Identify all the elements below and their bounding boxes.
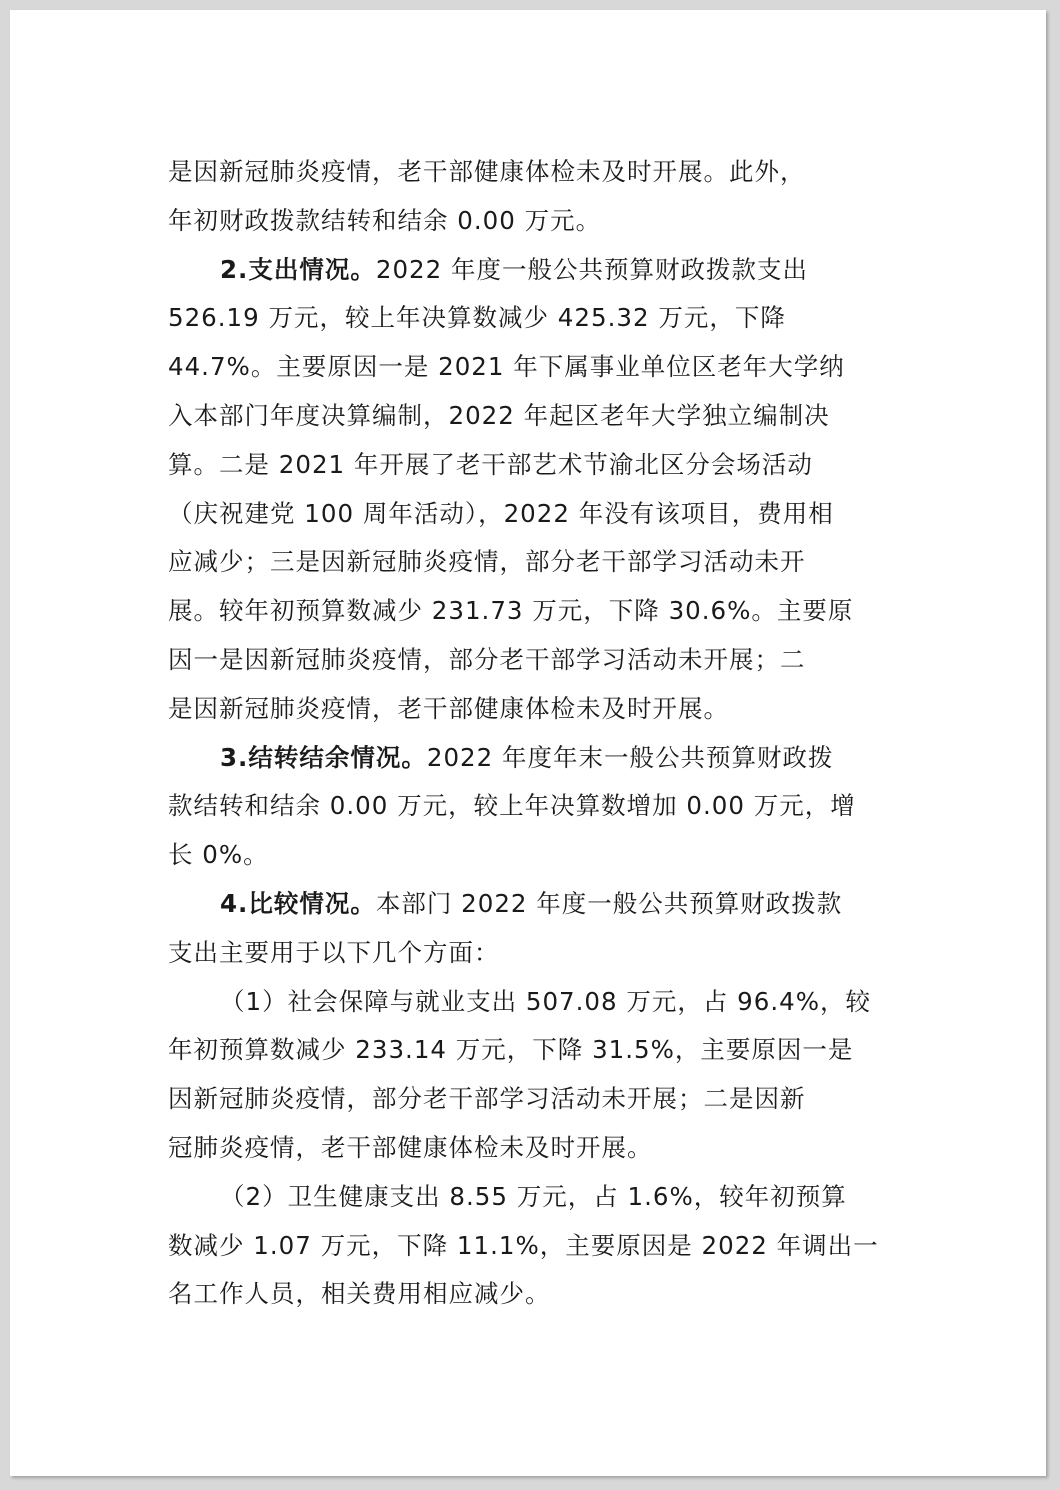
text-line: （1）社会保障与就业支出 507.08 万元，占 96.4%，较 [220,986,872,1016]
section-3-text: 2022 年度年末一般公共预算财政拨 [426,742,834,772]
text-line: 是因新冠肺炎疫情，老干部健康体检未及时开展。此外， [168,157,806,186]
text-line: 年初预算数减少 233.14 万元，下降 31.5%，主要原因一是 [168,1035,854,1065]
text-line: 应减少；三是因新冠肺炎疫情，部分老干部学习活动未开 [168,547,806,577]
section-2-line [168,246,888,295]
text-line: 支出主要用于以下几个方面： [168,937,500,967]
text-line: 冠肺炎疫情，老干部健康体检未及时开展。 [168,1132,653,1162]
text-line: 名工作人员，相关费用相应减少。 [168,1279,551,1309]
text-line: 年初财政拨款结转和结余 0.00 万元。 [168,205,602,235]
text-line: 526.19 万元，较上年决算数减少 425.32 万元，下降 [168,303,786,333]
text-line: （2）卫生健康支出 8.55 万元，占 1.6%，较年初预算 [220,1181,847,1211]
document-page [10,10,1046,1476]
section-4-line [168,880,888,929]
text-line: 是因新冠肺炎疫情，老干部健康体检未及时开展。 [168,693,729,723]
section-3-line [168,734,888,783]
section-3-heading: 3.结转结余情况。 [220,742,427,772]
text-line: 数减少 1.07 万元，下降 11.1%，主要原因是 2022 年调出一 [168,1230,879,1260]
text-line: 44.7%。主要原因一是 2021 年下属事业单位区老年大学纳 [168,352,845,382]
document-body [168,148,888,1319]
section-2-heading: 2.支出情况。 [220,254,376,284]
section-4-text: 本部门 2022 年度一般公共预算财政拨款 [375,888,843,918]
text-line: 入本部门年度决算编制，2022 年起区老年大学独立编制决 [168,400,830,430]
text-line: 因一是因新冠肺炎疫情，部分老干部学习活动未开展；二 [168,644,806,674]
section-4-heading: 4.比较情况。 [220,888,376,918]
text-line: 款结转和结余 0.00 万元，较上年决算数增加 0.00 万元，增 [168,791,856,821]
text-line: 长 0%。 [168,840,269,870]
text-line: （庆祝建党 100 周年活动），2022 年没有该项目，费用相 [168,498,834,528]
text-line: 展。较年初预算数减少 231.73 万元，下降 30.6%。主要原 [168,596,854,626]
section-2-text: 2022 年度一般公共预算财政拨款支出 [375,254,808,284]
text-line: 因新冠肺炎疫情，部分老干部学习活动未开展；二是因新 [168,1084,806,1114]
text-line: 算。二是 2021 年开展了老干部艺术节渝北区分会场活动 [168,449,813,479]
